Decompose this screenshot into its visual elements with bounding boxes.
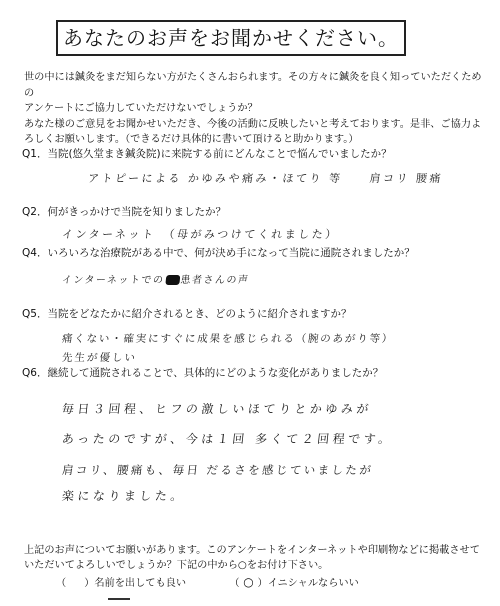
question-1: Q1．当院(悠久堂まき鍼灸院)に来院する前にどんなことで悩んでいましたか？ bbox=[22, 148, 392, 160]
intro-text bbox=[24, 70, 488, 148]
footer-line: 上記のお声についてお願いがあります。このアンケートをインターネットや印刷物などに掲載させて bbox=[24, 545, 480, 556]
blot-mark bbox=[165, 275, 180, 285]
answer-4-pre: インターネットでの bbox=[61, 275, 165, 286]
stray-mark bbox=[108, 598, 130, 600]
answer-5-line-1: 痛くない・確実にすぐに成果を感じられる（腕のあがり等） bbox=[61, 333, 395, 345]
option-name-ok[interactable]: （ ）名前を出しても良い bbox=[56, 578, 187, 589]
circle-mark-icon: ○ bbox=[243, 575, 254, 589]
intro-line: ろしくお願いします。（できるだけ具体的に書いて頂けると助かります。） bbox=[24, 134, 359, 145]
option-initials-label: イニシャルならいい bbox=[267, 578, 359, 589]
option-initials[interactable]: （ ○ ）イニシャルならいい bbox=[229, 575, 359, 589]
footer-request bbox=[24, 543, 484, 573]
answer-6-line-3: 肩コリ、腰痛も、毎日 だるさを感じていましたが bbox=[61, 463, 375, 477]
option-name-ok-label: 名前を出しても良い bbox=[94, 578, 187, 589]
intro-line: 世の中には鍼灸をまだ知らない方がたくさんおられます。その方々に鍼灸を良く知っていただくための bbox=[24, 72, 482, 99]
question-2: Q2．何がきっかけで当院を知りましたか？ bbox=[22, 206, 226, 218]
intro-line: アンケートにご協力していただけないでしょうか？ bbox=[24, 103, 258, 114]
intro-line: あなた様のご意見をお聞かせいただき、今後の活動に反映したいと考えております。是非、ご協力よ bbox=[24, 118, 482, 130]
question-5: Q5．当院をどなたかに紹介されるとき、どのように紹介されますか？ bbox=[22, 308, 352, 320]
footer-line: いただいてよろしいでしょうか？下記の中から○をお付け下さい。 bbox=[24, 560, 329, 571]
consent-options bbox=[56, 574, 399, 589]
answer-6-line-2: あったのですが、今は１回 多くて２回程です。 bbox=[61, 432, 395, 446]
answer-6-line-4: 楽になりました。 bbox=[61, 489, 187, 503]
answer-1: アトピーによる かゆみや痛み・ほてり 等 肩コリ 腰痛 bbox=[87, 172, 444, 185]
answer-5-line-2: 先生が優しい bbox=[61, 352, 138, 364]
page-title: あなたのお声をお聞かせください。 bbox=[56, 20, 406, 56]
answer-2: インターネット （母がみつけてくれました） bbox=[61, 228, 340, 241]
answer-4-post: 患者さんの声 bbox=[179, 275, 250, 286]
question-4: Q4．いろいろな治療院がある中で、何が決め手になって当院に通院されましたか？ bbox=[22, 247, 415, 259]
question-6: Q6．継続して通院されることで、具体的にどのような変化がありましたか？ bbox=[22, 367, 384, 379]
answer-4 bbox=[61, 271, 250, 286]
answer-6-line-1: 毎日３回程、ヒフの激しいほてりとかゆみが bbox=[61, 402, 373, 416]
option-initials-check[interactable] bbox=[240, 575, 258, 589]
